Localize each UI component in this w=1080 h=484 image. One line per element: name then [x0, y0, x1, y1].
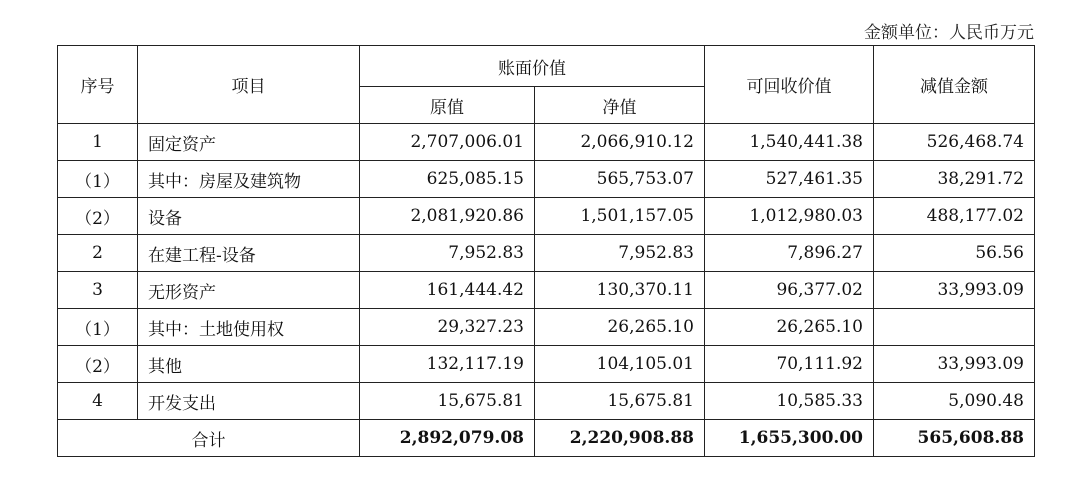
cell-item: 固定资产 [138, 124, 360, 161]
cell-net: 565,753.07 [535, 161, 705, 198]
header-item: 项目 [138, 46, 360, 124]
cell-original: 132,117.19 [360, 346, 535, 383]
cell-recoverable: 7,896.27 [705, 235, 874, 272]
cell-original: 2,707,006.01 [360, 124, 535, 161]
cell-impairment: 33,993.09 [874, 346, 1035, 383]
cell-seq: 4 [58, 383, 138, 420]
total-original: 2,892,079.08 [360, 420, 535, 457]
cell-impairment: 526,468.74 [874, 124, 1035, 161]
table-row [58, 235, 1035, 272]
header-net: 净值 [535, 87, 705, 124]
cell-item: 在建工程-设备 [138, 235, 360, 272]
cell-item: 其他 [138, 346, 360, 383]
cell-item: 其中：房屋及建筑物 [138, 161, 360, 198]
header-original: 原值 [360, 87, 535, 124]
cell-recoverable: 1,540,441.38 [705, 124, 874, 161]
cell-original: 2,081,920.86 [360, 198, 535, 235]
cell-net: 2,066,910.12 [535, 124, 705, 161]
cell-recoverable: 96,377.02 [705, 272, 874, 309]
cell-seq: 2 [58, 235, 138, 272]
cell-net: 130,370.11 [535, 272, 705, 309]
table-row [58, 124, 1035, 161]
cell-seq: 1 [58, 124, 138, 161]
cell-recoverable: 1,012,980.03 [705, 198, 874, 235]
cell-net: 7,952.83 [535, 235, 705, 272]
header-book-value: 账面价值 [360, 46, 705, 87]
cell-seq: 3 [58, 272, 138, 309]
cell-seq: （2） [58, 198, 138, 235]
cell-recoverable: 527,461.35 [705, 161, 874, 198]
cell-net: 26,265.10 [535, 309, 705, 346]
cell-original: 7,952.83 [360, 235, 535, 272]
table-row [58, 309, 1035, 346]
cell-impairment: 5,090.48 [874, 383, 1035, 420]
cell-original: 29,327.23 [360, 309, 535, 346]
cell-net: 15,675.81 [535, 383, 705, 420]
header-recoverable: 可回收价值 [705, 46, 874, 124]
cell-recoverable: 70,111.92 [705, 346, 874, 383]
cell-impairment: 33,993.09 [874, 272, 1035, 309]
table-row [58, 272, 1035, 309]
table-row [58, 161, 1035, 198]
cell-recoverable: 10,585.33 [705, 383, 874, 420]
cell-recoverable: 26,265.10 [705, 309, 874, 346]
total-label: 合计 [58, 420, 360, 457]
cell-item: 无形资产 [138, 272, 360, 309]
cell-original: 15,675.81 [360, 383, 535, 420]
header-impairment: 减值金额 [874, 46, 1035, 124]
cell-impairment: 56.56 [874, 235, 1035, 272]
cell-seq: （1） [58, 309, 138, 346]
cell-seq: （1） [58, 161, 138, 198]
total-impairment: 565,608.88 [917, 428, 1024, 448]
header-seq: 序号 [58, 46, 138, 124]
cell-item: 其中：土地使用权 [138, 309, 360, 346]
total-impairment-cell [874, 420, 1035, 457]
cell-impairment: 488,177.02 [874, 198, 1035, 235]
currency-unit-note: 金额单位：人民币万元 [864, 23, 1034, 43]
cell-impairment [874, 309, 1035, 346]
cell-original: 625,085.15 [360, 161, 535, 198]
total-net: 2,220,908.88 [535, 420, 705, 457]
cell-net: 104,105.01 [535, 346, 705, 383]
cell-seq: （2） [58, 346, 138, 383]
cell-item: 设备 [138, 198, 360, 235]
total-recoverable: 1,655,300.00 [705, 420, 874, 457]
table-row [58, 383, 1035, 420]
cell-net: 1,501,157.05 [535, 198, 705, 235]
table-row [58, 346, 1035, 383]
cell-original: 161,444.42 [360, 272, 535, 309]
impairment-table [57, 45, 1035, 457]
total-row [58, 420, 1035, 457]
cell-item: 开发支出 [138, 383, 360, 420]
cell-impairment: 38,291.72 [874, 161, 1035, 198]
table-row [58, 198, 1035, 235]
header-row-1 [58, 46, 1035, 87]
